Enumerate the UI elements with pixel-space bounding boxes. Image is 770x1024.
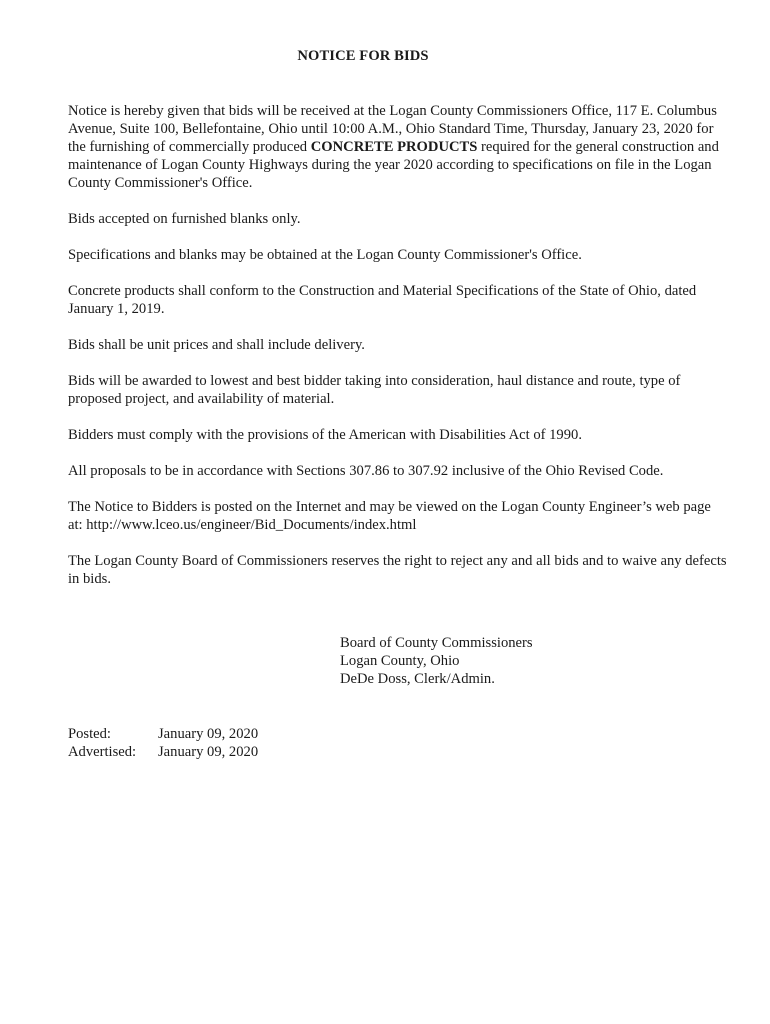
paragraph-ada: Bidders must comply with the provisions of the American with Disabilities Act of 1990. bbox=[68, 427, 582, 443]
signature-county: Logan County, Ohio bbox=[340, 653, 460, 669]
posted-row bbox=[68, 725, 258, 743]
paragraph-reserve-rights: The Logan County Board of Commissioners reserves the right to reject any and all bids and to waive any defects in bids. bbox=[68, 553, 727, 587]
paragraph-conformance: Concrete products shall conform to the Construction and Material Specifications of the State of Ohio, dated January 1, 2019. bbox=[68, 283, 697, 317]
paragraph-blanks: Bids accepted on furnished blanks only. bbox=[68, 211, 301, 227]
posted-value: January 09, 2020 bbox=[158, 726, 259, 742]
dates-block bbox=[68, 725, 258, 761]
document-title: NOTICE FOR BIDS bbox=[297, 48, 429, 64]
signature-board: Board of County Commissioners bbox=[340, 635, 533, 651]
paragraph-unit-prices: Bids shall be unit prices and shall include delivery. bbox=[68, 337, 365, 353]
advertised-value: January 09, 2020 bbox=[158, 744, 259, 760]
advertised-label: Advertised: bbox=[68, 744, 137, 760]
document-body bbox=[68, 102, 728, 606]
paragraph-internet: The Notice to Bidders is posted on the Internet and may be viewed on the Logan County Engineer’s web page at: http://www.lceo.us/engineer/Bid_Documents/index.html bbox=[68, 499, 711, 533]
paragraph-specifications: Specifications and blanks may be obtained at the Logan County Commissioner's Office. bbox=[68, 247, 582, 263]
advertised-row bbox=[68, 743, 258, 761]
paragraph-proposals: All proposals to be in accordance with Sections 307.86 to 307.92 inclusive of the Ohio Revised Code. bbox=[68, 463, 664, 479]
intro-bold-product: CONCRETE PRODUCTS bbox=[310, 139, 478, 155]
intro-text-start: Notice is hereby given that bids will be received at the Logan County Commissioners Office, 117 E. Columbus Avenue, Suite 100, Bellefontaine, Ohio until 10:00 A.M., Ohio Standard Time, Thursday, January 23, 2020 for the furnishing of commercially produced bbox=[68, 103, 717, 155]
intro-text-end: required for the general construction and maintenance of Logan County Highways during the year 2020 according to specifications on file in the Logan County Commissioner's Office. bbox=[68, 139, 719, 191]
signature-block bbox=[340, 634, 533, 688]
signature-clerk: DeDe Doss, Clerk/Admin. bbox=[340, 671, 495, 687]
posted-label: Posted: bbox=[68, 726, 111, 742]
paragraph-award: Bids will be awarded to lowest and best bidder taking into consideration, haul distance and route, type of proposed project, and availability of material. bbox=[68, 373, 681, 407]
intro-paragraph bbox=[68, 102, 728, 192]
